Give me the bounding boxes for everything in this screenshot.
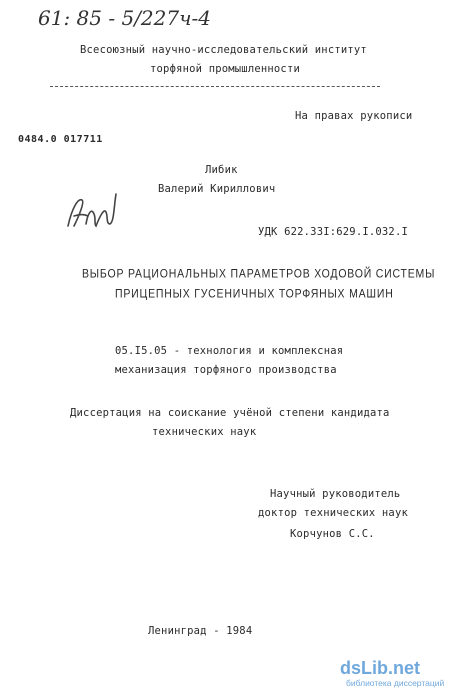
signature-handwritten (62, 186, 118, 238)
institute-line-2: торфяной промышленности (150, 63, 300, 75)
title-line-2: ПРИЦЕПНЫХ ГУСЕНИЧНЫХ ТОРФЯНЫХ МАШИН (115, 287, 394, 301)
city-year: Ленинград - 1984 (148, 625, 253, 637)
supervisor-name: Корчунов С.С. (290, 528, 375, 540)
watermark-subtitle: библиотека диссертаций (346, 678, 445, 688)
supervisor-role: Научный руководитель (270, 488, 401, 500)
stamp-number: 0484.0 017711 (18, 134, 103, 145)
specialty-line-1: 05.I5.05 - технология и комплексная (115, 345, 344, 357)
watermark-logo: dsLib.net (340, 658, 420, 678)
signature-mark (62, 186, 118, 238)
author-name: Валерий Кириллович (158, 183, 276, 195)
watermark (340, 658, 445, 688)
supervisor-degree: доктор технических наук (258, 507, 408, 519)
udk-code: УДК 622.33I:629.I.032.I (258, 226, 408, 238)
title-line-1: ВЫБОР РАЦИОНАЛЬНЫХ ПАРАМЕТРОВ ХОДОВОЙ СИСТЕМЫ (82, 267, 436, 281)
header-divider (50, 86, 380, 87)
rights-note: На правах рукописи (295, 110, 413, 122)
institute-line-1: Всесоюзный научно-исследовательский институт (80, 44, 367, 56)
dissertation-line-2: технических наук (152, 426, 257, 438)
dissertation-line-1: Диссертация на соискание учёной степени кандидата (70, 407, 390, 419)
archive-number-handwritten: 61: 85 - 5/227ч-4 (38, 6, 212, 30)
specialty-line-2: механизация торфяного производства (115, 364, 337, 376)
author-surname: Либик (205, 164, 238, 176)
